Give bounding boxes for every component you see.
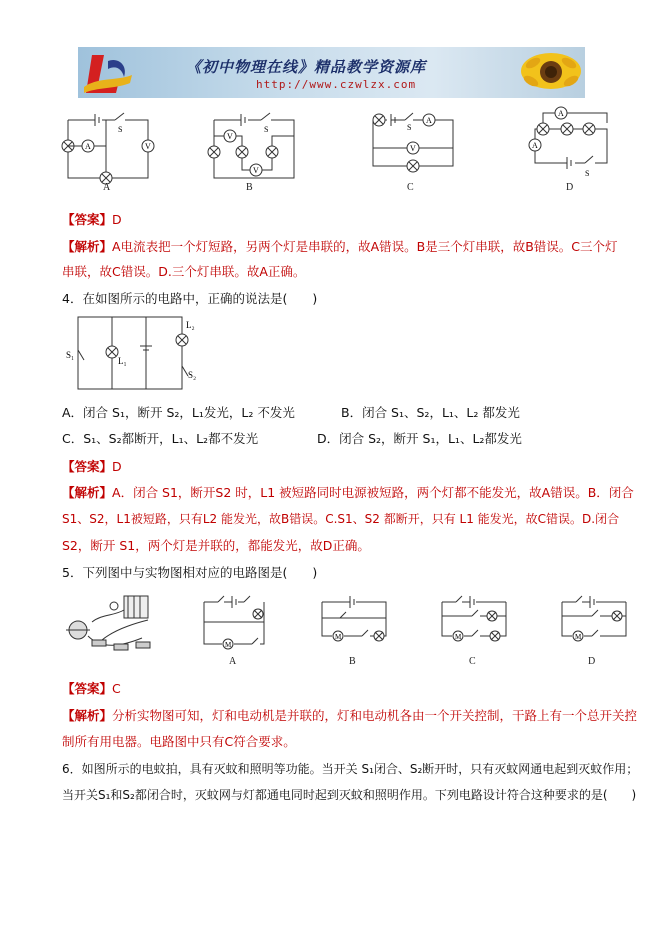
q4-analysis-line1: 【解析】A．闭合 S1，断开S2 时，L1 被短路同时电源被短路，两个灯都不能发光，故A错误。B．闭合 [62, 485, 634, 500]
q4-s2-label: S₂ [188, 370, 197, 380]
q3-circuit-d [525, 103, 620, 192]
q4-stem: 4．在如图所示的电路中，正确的说法是( ) [62, 291, 318, 306]
svg-text:A: A [558, 109, 564, 118]
svg-text:M: M [225, 641, 232, 649]
q3-a-voltmeter-label: V [145, 142, 151, 151]
q3-circuit-b [206, 108, 301, 197]
svg-text:V: V [410, 144, 416, 153]
q5-analysis-line2: 制所有用电器。电路图中只有C符合要求。 [62, 734, 296, 749]
svg-text:V: V [253, 166, 259, 175]
q5-option-b-label: B [349, 656, 356, 667]
svg-text:A: A [426, 116, 432, 125]
q5-answer: C [112, 681, 121, 696]
q5-analysis-line1: 【解析】分析实物图可知，灯和电动机是并联的，灯和电动机各由一个开关控制，干路上有一个总开关控 [62, 708, 638, 723]
q5-circuit-b [312, 592, 392, 660]
q4-option-c[interactable]: C．S₁、S₂都断开，L₁、L₂都不发光 [62, 431, 259, 446]
q4-option-a[interactable]: A．闭合 S₁，断开 S₂，L₁发光，L₂ 不发光 [62, 405, 295, 420]
site-logo [78, 47, 138, 98]
q5-circuit-c [432, 592, 512, 660]
q4-analysis-line2: S1、S2，L1被短路，只有L2 能发光，故B错误。C.S1、S2 都断开，只有 L1 能发光，故C错误。D.闭合 [62, 512, 620, 526]
q6-stem-line2: 当开关S₁和S₂都闭合时，灭蚊网与灯都通电同时起到灭蚊和照明作用。下列电路设计符合这种要求的是( ) [62, 788, 637, 802]
q3-analysis-line1: 【解析】A电流表把一个灯短路，另两个灯是串联的，故A错误。B是三个灯串联，故B错误。C三个灯 [62, 239, 618, 254]
q4-option-b[interactable]: B．闭合 S₁、S₂，L₁、L₂ 都发光 [341, 405, 520, 420]
q4-answer-line: 【答案】D [62, 459, 122, 474]
svg-text:S: S [407, 123, 412, 132]
q6-stem-line1: 6．如图所示的电蚊拍，具有灭蚊和照明等功能。当开关 S₁闭合、S₂断开时，只有灭蚊网通电起到灭蚊作用； [62, 762, 639, 776]
q5-option-a-label: A [229, 656, 237, 667]
svg-text:M: M [455, 633, 462, 641]
q4-answer: D [112, 459, 122, 474]
q5-option-d-label: D [588, 656, 596, 667]
q5-stem: 5．下列图中与实物图相对应的电路图是( ) [62, 565, 318, 580]
q5-answer-line: 【答案】C [62, 681, 121, 696]
q5-circuit-a [194, 592, 274, 660]
q5-circuit-d [552, 592, 632, 660]
q4-l1-label: L₁ [118, 356, 127, 366]
q3-answer: D [112, 212, 122, 227]
q5-physical-diagram [62, 590, 162, 664]
q3-a-ammeter-label: A [85, 142, 91, 151]
q3-answer-tag: 【答案】 [62, 212, 113, 227]
q4-option-d[interactable]: D．闭合 S₂，断开 S₁，L₁、L₂都发光 [317, 431, 522, 446]
svg-text:S: S [585, 169, 590, 178]
q5-option-c-label: C [469, 656, 476, 667]
sunflower-icon [511, 49, 581, 97]
q3-answer-line [62, 212, 122, 228]
banner-title: 《初中物理在线》精品教学资源库 [186, 58, 427, 76]
banner-url[interactable]: http://www.czwlzx.com [256, 78, 417, 91]
svg-text:M: M [335, 633, 342, 641]
q4-s1-label: S₁ [66, 350, 75, 360]
q3-a-switch-label: S [118, 125, 123, 134]
q4-l2-label: L₂ [186, 320, 195, 330]
q3-option-b-label: B [246, 182, 253, 193]
svg-text:V: V [227, 132, 233, 141]
q4-analysis-line3: S2，断开 S1，两个灯是并联的，都能发光，故D正确。 [62, 538, 370, 553]
svg-text:S: S [264, 125, 269, 134]
svg-text:M: M [575, 633, 582, 641]
header-banner [78, 47, 585, 98]
q3-option-c-label: C [407, 182, 414, 193]
q3-option-d-label: D [566, 182, 574, 193]
q3-analysis-line2: 串联，故C错误。D.三个灯串联。故A正确。 [62, 264, 306, 279]
q4-circuit [62, 312, 202, 398]
q3-option-a-label: A [103, 182, 111, 193]
svg-text:A: A [532, 141, 538, 150]
